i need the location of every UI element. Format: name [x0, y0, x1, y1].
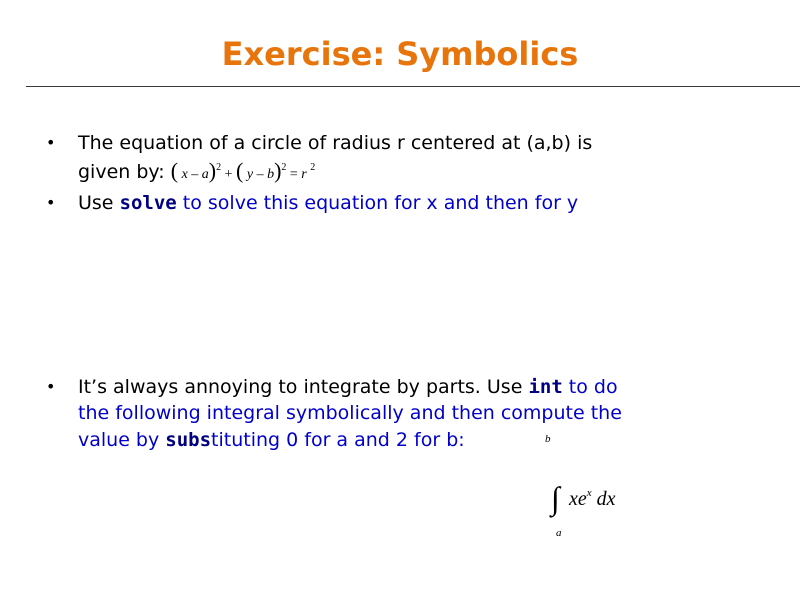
integrand: $xe^x$ dx	[569, 487, 616, 510]
bullet-marker-3: •	[46, 377, 56, 396]
given-by-label: given by:	[78, 161, 165, 183]
bullet-marker-1: •	[46, 133, 56, 152]
bullet-text-3-line-2: the following integral symbolically and then compute the	[78, 402, 622, 424]
bullet-marker-2: •	[46, 193, 56, 212]
bullet-text-3-line-1: It’s always annoying to integrate by parts. Use int to do	[78, 376, 618, 398]
bullet-text-3-line-3: value by substituting 0 for a and 2 for b:	[78, 429, 465, 451]
int-code: int	[528, 376, 563, 398]
integral-lower-limit: a	[556, 527, 562, 539]
title-divider	[26, 86, 800, 87]
subs-code: subs	[165, 429, 212, 451]
bullet-text-2: Use solve to solve this equation for x and then for y	[78, 192, 579, 214]
solve-code: solve	[119, 192, 177, 214]
bullet-text-1-line-2	[78, 157, 315, 189]
slide-title: Exercise: Symbolics	[221, 35, 579, 73]
bullet-text-1-line-1: The equation of a circle of radius r centered at (a,b) is	[78, 132, 593, 154]
integral-sign: ∫	[551, 480, 560, 516]
integral-upper-limit: b	[545, 433, 551, 445]
circle-equation: ( x – a)$^2$ + ( y – b)$^2$ = r $^2$	[170, 158, 316, 183]
